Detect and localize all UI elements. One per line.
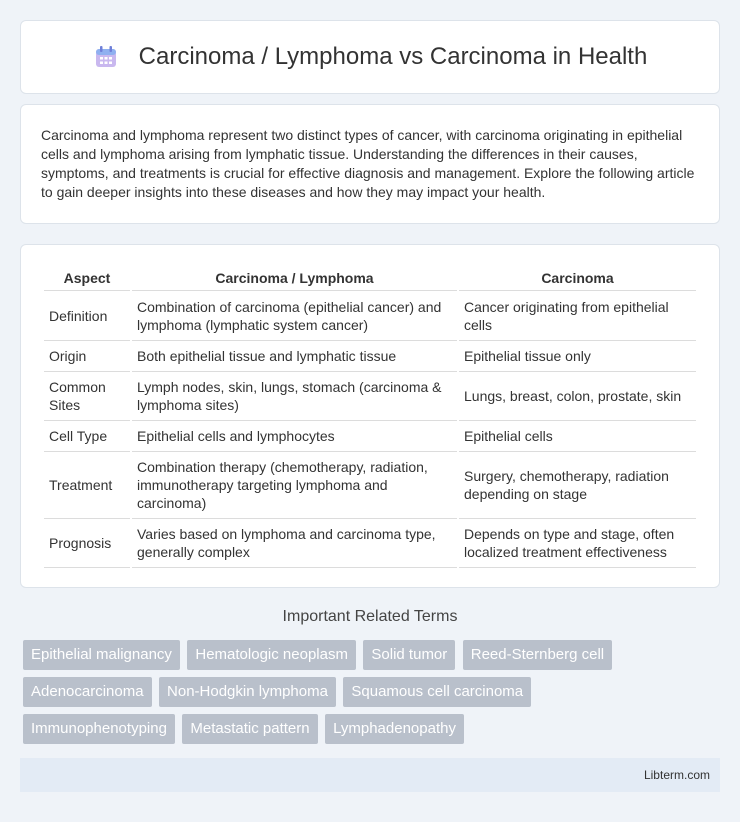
term-tag[interactable]: Reed-Sternberg cell [463, 640, 612, 670]
aspect-cell: Origin [44, 341, 130, 372]
table-cell: Epithelial tissue only [459, 341, 696, 372]
term-tag[interactable]: Lymphadenopathy [325, 714, 464, 744]
column-header: Carcinoma [459, 265, 696, 291]
table-row [44, 452, 696, 519]
term-tag[interactable]: Non-Hodgkin lymphoma [159, 677, 336, 707]
table-row [44, 421, 696, 452]
term-tag[interactable]: Metastatic pattern [182, 714, 317, 744]
intro-card [20, 104, 720, 224]
header-card [20, 20, 720, 94]
calendar-icon [93, 44, 119, 70]
comparison-table [42, 265, 698, 568]
aspect-cell: Cell Type [44, 421, 130, 452]
table-cell: Depends on type and stage, often localized treatment effectiveness [459, 519, 696, 568]
table-cell: Both epithelial tissue and lymphatic tissue [132, 341, 457, 372]
table-row [44, 291, 696, 341]
intro-text: Carcinoma and lymphoma represent two distinct types of cancer, with carcinoma originating in epithelial cells and lymphoma arising from lymphatic tissue. Understanding the differences in their causes, symptoms, and treatments is crucial for effective diagnosis and management. Explore the following article to gain deeper insights into these diseases and how they may impact your health. [41, 127, 695, 200]
table-cell: Epithelial cells [459, 421, 696, 452]
aspect-cell: Definition [44, 291, 130, 341]
table-cell: Combination therapy (chemotherapy, radiation, immunotherapy targeting lymphoma and carcinoma) [132, 452, 457, 519]
term-tag[interactable]: Immunophenotyping [23, 714, 175, 744]
term-tag[interactable]: Solid tumor [363, 640, 455, 670]
column-header: Aspect [44, 265, 130, 291]
term-tag[interactable]: Epithelial malignancy [23, 640, 180, 670]
column-header: Carcinoma / Lymphoma [132, 265, 457, 291]
related-terms-list [23, 640, 723, 751]
table-cell: Lungs, breast, colon, prostate, skin [459, 372, 696, 421]
aspect-cell: Common Sites [44, 372, 130, 421]
table-header-row [44, 265, 696, 291]
table-row [44, 372, 696, 421]
table-cell: Cancer originating from epithelial cells [459, 291, 696, 341]
term-tag[interactable]: Adenocarcinoma [23, 677, 152, 707]
comparison-card [20, 244, 720, 588]
aspect-cell: Treatment [44, 452, 130, 519]
footer [20, 758, 720, 792]
footer-link[interactable]: Libterm.com [643, 768, 710, 782]
term-tag[interactable]: Hematologic neoplasm [187, 640, 356, 670]
aspect-cell: Prognosis [44, 519, 130, 568]
related-terms-title: Important Related Terms [282, 608, 458, 625]
page-title: Carcinoma / Lymphoma vs Carcinoma in Health [138, 43, 648, 70]
table-cell: Lymph nodes, skin, lungs, stomach (carcinoma & lymphoma sites) [132, 372, 457, 421]
table-cell: Surgery, chemotherapy, radiation depending on stage [459, 452, 696, 519]
table-row [44, 519, 696, 568]
table-cell: Varies based on lymphoma and carcinoma type, generally complex [132, 519, 457, 568]
term-tag[interactable]: Squamous cell carcinoma [343, 677, 531, 707]
table-row [44, 341, 696, 372]
table-cell: Epithelial cells and lymphocytes [132, 421, 457, 452]
table-cell: Combination of carcinoma (epithelial cancer) and lymphoma (lymphatic system cancer) [132, 291, 457, 341]
